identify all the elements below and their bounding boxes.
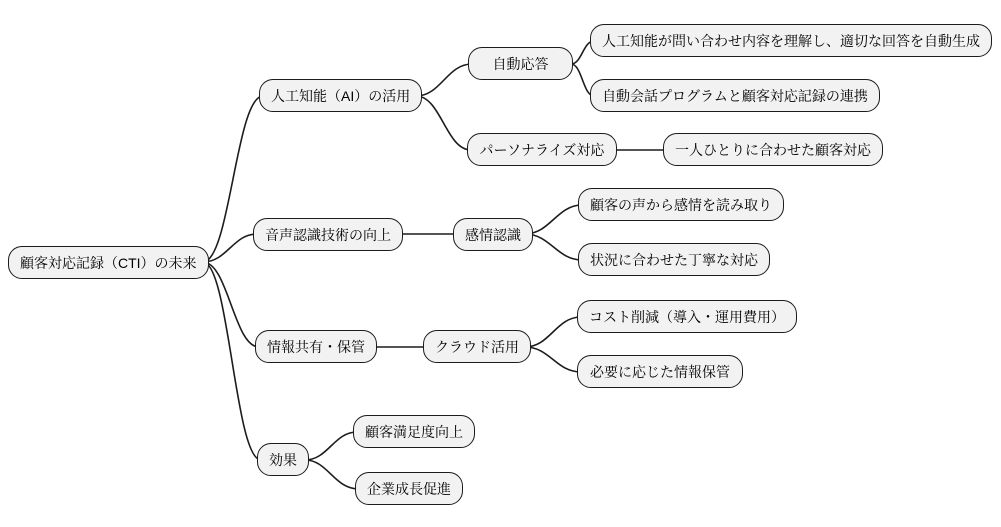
edge-effects-to-satisfaction xyxy=(305,432,357,460)
edge-cloud-to-cost-reduction xyxy=(525,317,581,347)
leaf-polite-situational-response[interactable]: 状況に合わせた丁寧な対応 xyxy=(578,243,770,276)
node-cloud-utilization[interactable]: クラウド活用 xyxy=(423,330,531,363)
node-emotion-recognition[interactable]: 感情認識 xyxy=(453,218,533,251)
leaf-chatbot-cti-link[interactable]: 自動会話プログラムと顧客対応記録の連携 xyxy=(590,79,880,112)
node-auto-response[interactable]: 自動応答 xyxy=(468,47,573,80)
node-voice-recognition[interactable]: 音声認識技術の向上 xyxy=(253,218,403,251)
node-effects[interactable]: 効果 xyxy=(257,443,309,476)
leaf-customer-satisfaction[interactable]: 顧客満足度向上 xyxy=(353,415,475,448)
edge-effects-to-growth xyxy=(305,460,359,489)
leaf-info-storage-as-needed[interactable]: 必要に応じた情報保管 xyxy=(577,355,743,388)
edge-root-to-info-sharing xyxy=(203,262,259,347)
edge-cloud-to-info-storage xyxy=(525,347,581,372)
node-personalized-response[interactable]: パーソナライズ対応 xyxy=(467,133,617,166)
node-ai-utilization[interactable]: 人工知能（AI）の活用 xyxy=(259,79,422,112)
leaf-cost-reduction[interactable]: コスト削減（導入・運用費用） xyxy=(577,300,797,333)
edge-root-to-voice-recognition xyxy=(203,234,257,262)
edge-emotion-to-read-emotion xyxy=(525,205,582,234)
leaf-individual-customer-response[interactable]: 一人ひとりに合わせた顧客対応 xyxy=(663,133,883,166)
leaf-read-emotion-from-voice[interactable]: 顧客の声から感情を読み取り xyxy=(578,188,784,221)
edge-emotion-to-polite-response xyxy=(525,234,582,260)
edge-ai-to-auto-response xyxy=(416,64,472,96)
node-root-cti-future[interactable]: 顧客対応記録（CTI）の未来 xyxy=(8,246,209,279)
node-info-sharing-storage[interactable]: 情報共有・保管 xyxy=(255,330,377,363)
edge-root-to-effects xyxy=(203,262,261,460)
leaf-auto-answer-generation[interactable]: 人工知能が問い合わせ内容を理解し、適切な回答を自動生成 xyxy=(590,24,992,57)
edge-ai-to-personalized xyxy=(416,96,471,150)
leaf-company-growth[interactable]: 企業成長促進 xyxy=(355,472,463,505)
